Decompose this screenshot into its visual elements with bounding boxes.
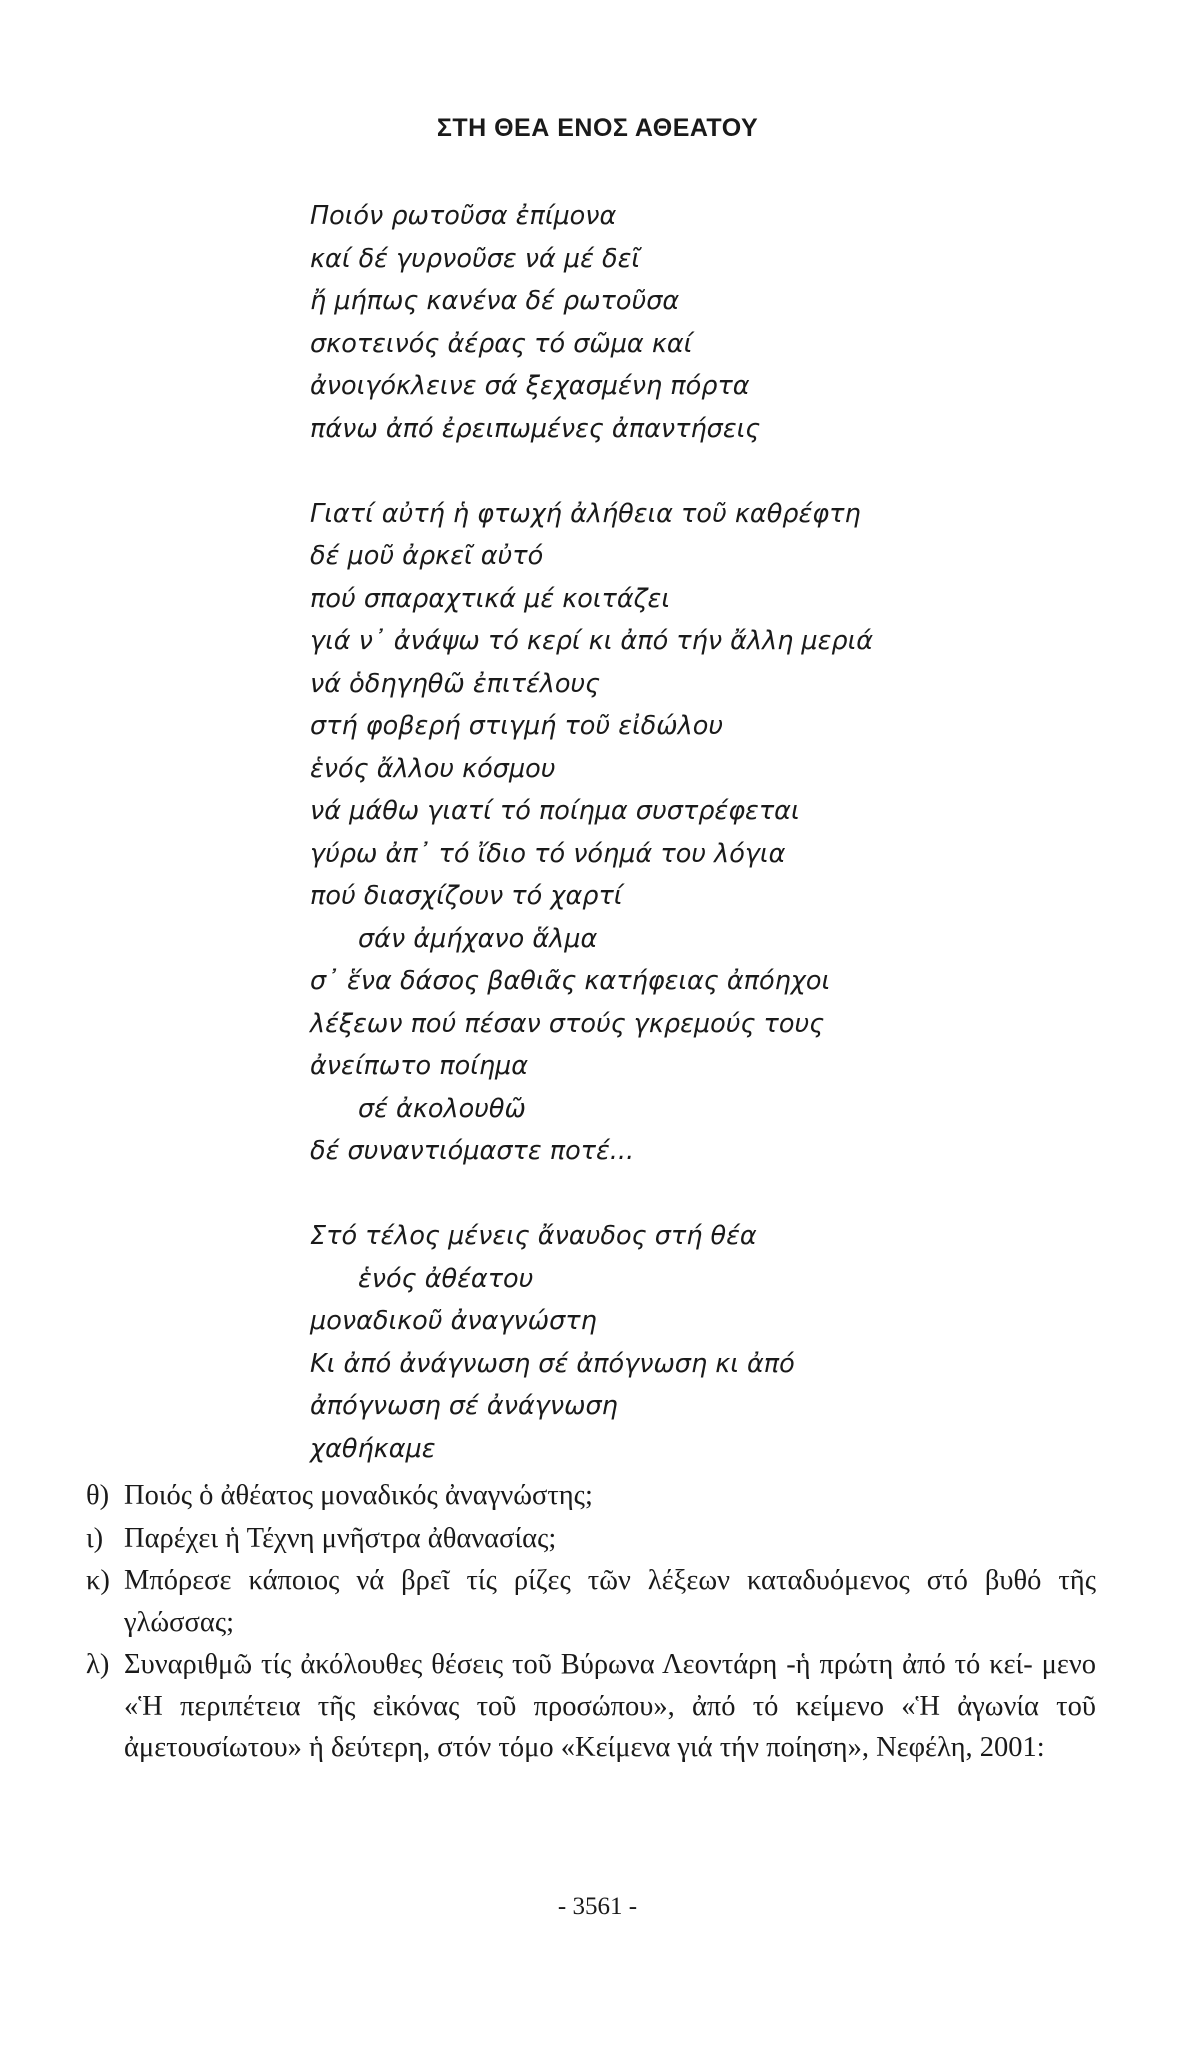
poem-line: γιά ν᾿ ἀνάψω τό κερί κι ἀπό τήν ἄλλη μεριά xyxy=(310,626,874,656)
poem-line: χαθήκαμε xyxy=(310,1433,436,1464)
poem-line: Κι ἀπό ἀνάγνωση σέ ἀπόγνωση κι ἀπό xyxy=(310,1348,795,1379)
poem-line-indented: ἑνός ἀθέατου xyxy=(358,1263,534,1294)
poem-line: Ποιόν ρωτοῦσα ἐπίμονα xyxy=(310,201,617,231)
poem-line: Στό τέλος μένεις ἄναυδος στή θέα xyxy=(310,1221,757,1251)
stanza-break xyxy=(310,1173,873,1216)
poem-line: ἀνοιγόκλεινε σά ξεχασμένη πόρτα xyxy=(310,371,750,401)
poem-line: καί δέ γυρνοῦσε νά μέ δεῖ xyxy=(310,243,641,274)
poem-line-indented: σέ ἀκολουθῶ xyxy=(358,1093,526,1124)
question-list xyxy=(86,1475,1096,1770)
poem-line: ἀπόγνωση σέ ἀνάγνωση xyxy=(310,1391,618,1421)
poem-line: Γιατί αὐτή ἡ φτωχή ἀλήθεια τοῦ καθρέφτη xyxy=(310,498,861,529)
poem-body xyxy=(310,195,873,1470)
poem-line: νά ὁδηγηθῶ ἐπιτέλους xyxy=(310,668,601,699)
poem-line: σκοτεινός ἀέρας τό σῶμα καί xyxy=(310,328,693,359)
poem-line: νά μάθω γιατί τό ποίημα συστρέφεται xyxy=(310,796,800,826)
poem-line: στή φοβερή στιγμή τοῦ εἰδώλου xyxy=(310,711,724,741)
poem-title: ΣΤΗ ΘΕΑ ΕΝΟΣ ΑΘΕΑΤΟΥ xyxy=(436,114,759,142)
question-item xyxy=(86,1644,1096,1769)
poem-line: πού σπαραχτικά μέ κοιτάζει xyxy=(310,583,670,614)
question-item xyxy=(86,1560,1096,1643)
question-item xyxy=(86,1518,1096,1560)
question-text: Συναριθμῶ τίς ἀκόλουθες θέσεις τοῦ Βύρωνα Λεοντάρη -ἡ πρώτη ἀπό τό κεί- μενο «Ἡ περιπέτεια τῆς εἰκόνας τοῦ προσώπου», ἀπό τό κείμενο «Ἡ ἀγωνία τοῦ ἀμετουσίωτου» ἡ δεύτερη, στόν τόμο «Κείμενα γιά τήν ποίηση», Νεφέλη, 2001: xyxy=(124,1649,1096,1763)
stanza-break xyxy=(310,450,873,493)
poem-line: γύρω ἀπ᾿ τό ἴδιο τό νόημά του λόγια xyxy=(310,838,786,869)
question-marker: λ) xyxy=(86,1649,110,1680)
poem-line: ἑνός ἄλλου κόσμου xyxy=(310,753,556,784)
poem-line: πού διασχίζουν τό χαρτί xyxy=(310,881,623,911)
poem-line: λέξεων πού πέσαν στούς γκρεμούς τους xyxy=(310,1008,825,1039)
question-text: Μπόρεσε κάποιος νά βρεῖ τίς ρίζες τῶν λέξεων καταδυόμενος στό βυθό τῆς γλώσσας; xyxy=(124,1565,1096,1638)
question-text: Παρέχει ἡ Τέχνη μνῆστρα ἀθανασίας; xyxy=(124,1522,557,1554)
question-item xyxy=(86,1475,1096,1517)
poem-line: σ᾿ ἕνα δάσος βαθιᾶς κατήφειας ἀπόηχοι xyxy=(310,966,831,996)
poem-line: πάνω ἀπό ἐρειπωμένες ἀπαντήσεις xyxy=(310,413,761,444)
page-number: - 3561 - xyxy=(557,1893,638,1920)
question-marker: ι) xyxy=(86,1522,104,1554)
poem-line: μοναδικοῦ ἀναγνώστη xyxy=(310,1306,597,1336)
poem-line: ἤ μήπως κανένα δέ ρωτοῦσα xyxy=(310,286,680,316)
question-marker: κ) xyxy=(86,1565,110,1596)
poem-line-indented: σάν ἀμήχανο ἅλμα xyxy=(358,923,598,954)
question-marker: θ) xyxy=(86,1480,110,1511)
poem-line: δέ μοῦ ἀρκεῖ αὐτό xyxy=(310,541,544,571)
poem-line: δέ συναντιόμαστε ποτέ... xyxy=(310,1136,635,1166)
poem-line: ἀνείπωτο ποίημα xyxy=(310,1051,529,1081)
question-text: Ποιός ὁ ἀθέατος μοναδικός ἀναγνώστης; xyxy=(124,1480,593,1511)
